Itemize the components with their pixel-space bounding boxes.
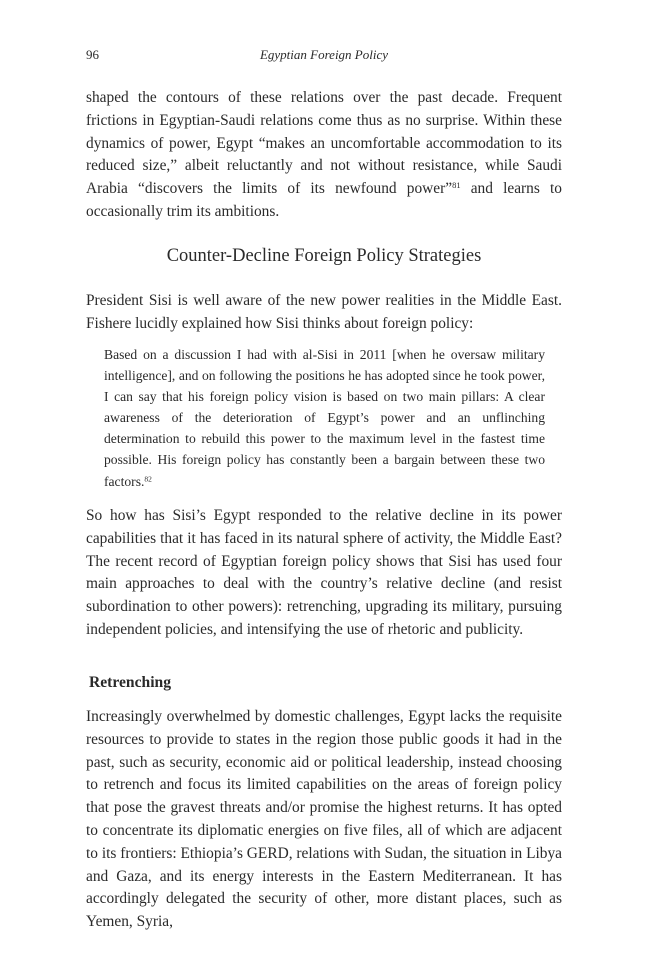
block-quote-text: Based on a discussion I had with al-Sisi in 2011 [when he oversaw military intelligence], and on following the positions he has adopted since he took power, I can say that his foreign policy vision is based on two main pillars: A clear awareness of the deterioration of Egypt’s power and an unflinching determination to rebuild this power to the maximum level in the fastest time possible. His foreign policy has constantly been a bargain between these two factors. [104,347,545,489]
paragraph-2: President Sisi is well aware of the new power realities in the Middle East. Fishere lucidly explained how Sisi thinks about foreign policy: [86,292,562,332]
subheading-retrenching: Retrenching [89,674,172,691]
paragraph-1-text: shaped the contours of these relations over the past decade. Frequent frictions in Egyptian-Saudi relations come thus as no surprise. Within these dynamics of power, Egypt “makes an uncomfortable accommodation to its reduced size,” albeit reluctantly and not without resistance, while Saudi Arabia “discovers the limits of its newfound power” [86,89,562,198]
running-header [86,44,562,66]
section-heading: Counter-Decline Foreign Policy Strategies [166,246,482,266]
endnote-ref-81: 81 [452,180,461,191]
paragraph-3: So how has Sisi’s Egypt responded to the relative decline in its power capabilities that it has faced in its natural sphere of activity, the Middle East? The recent record of Egyptian foreign policy shows that Sisi has used four main approaches to deal with the country’s relative decline (and resist subordination to other powers): retrenching, upgrading its military, pursuing independent policies, and intensifying the use of rhetoric and publicity. [86,507,562,638]
paragraph-4: Increasingly overwhelmed by domestic challenges, Egypt lacks the requisite resources to provide to states in the region those public goods it had in the past, such as security, economic aid or political leadership, instead choosing to retrench and focus its limited capabilities on the areas of foreign policy that pose the gravest threats and/or promise the highest returns. It has opted to concentrate its diplomatic energies on five files, all of which are adjacent to its frontiers: Ethiopia’s GERD, relations with Sudan, the situation in Libya and Gaza, and its energy interests in the Eastern Mediterranean. It has accordingly delegated the security of other, more distant places, such as Yemen, Syria, [86,708,562,931]
page-number: 96 [86,47,99,62]
running-title: Egyptian Foreign Policy [259,47,389,62]
endnote-ref-82: 82 [144,474,152,484]
paragraph-1 [86,87,562,224]
paragraph-1-text-end: and learns to occasionally trim its ambitions. [86,180,562,220]
block-quote [104,344,545,492]
